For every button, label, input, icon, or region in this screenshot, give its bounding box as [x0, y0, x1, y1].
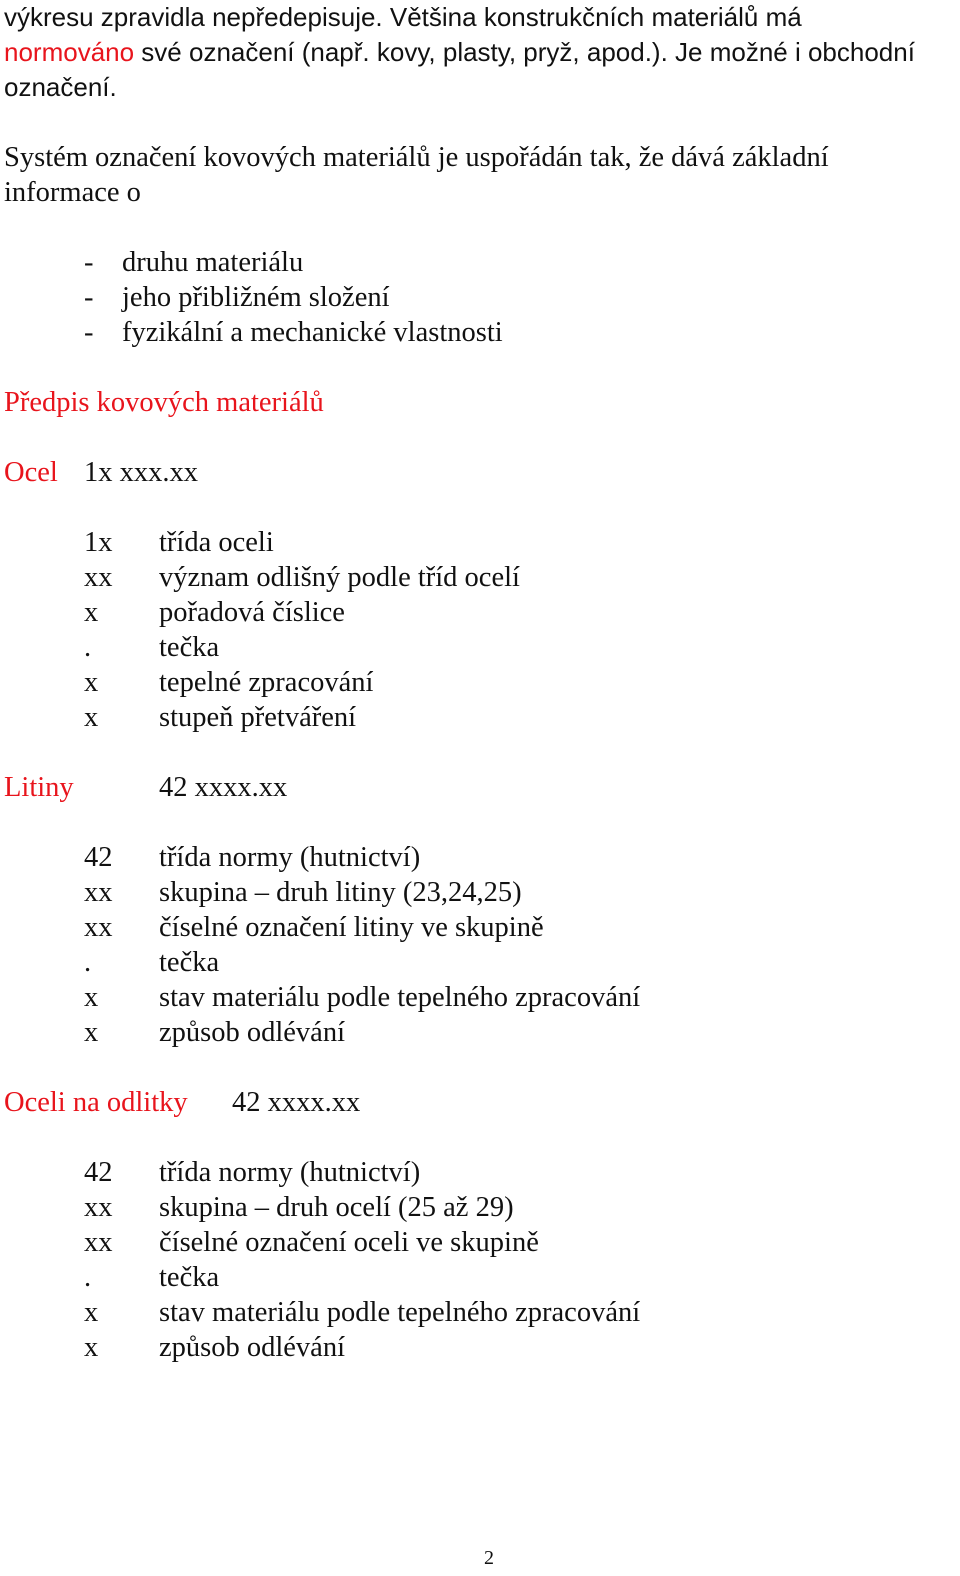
row-code: xx: [84, 1192, 113, 1223]
litiny-label: Litiny: [4, 772, 74, 803]
row-code: .: [84, 1262, 92, 1293]
row-code: .: [84, 947, 92, 978]
row-desc: stav materiálu podle tepelného zpracování: [159, 982, 641, 1013]
intro-line-1: [4, 0, 802, 35]
row-desc: třída oceli: [159, 527, 274, 558]
row-code: x: [84, 1017, 99, 1048]
row-code: .: [84, 632, 92, 663]
row-code: xx: [84, 912, 113, 943]
row-code: x: [84, 1332, 99, 1363]
row-desc: stupeň přetváření: [159, 702, 357, 733]
row-desc: význam odlišný podle tříd ocelí: [159, 562, 520, 593]
ocel-header: [4, 455, 198, 490]
litiny-header: [4, 770, 288, 805]
bullet-dash: -: [84, 247, 94, 278]
bullet-dash: -: [84, 282, 94, 313]
system-line-1: [4, 140, 829, 175]
odlitky-code: 42 xxxx.xx: [232, 1087, 361, 1118]
row-desc: způsob odlévání: [159, 1332, 346, 1363]
system-line-2: [4, 175, 141, 210]
row-desc: tečka: [159, 632, 220, 663]
row-code: xx: [84, 1227, 113, 1258]
row-code: xx: [84, 877, 113, 908]
intro-line-2-text: své označení (např. kovy, plasty, pryž, apod.). Je možné i obchodní: [134, 37, 915, 67]
row-desc: tečka: [159, 1262, 220, 1293]
normovano-term: normováno: [4, 37, 135, 67]
system-line-1-text: Systém označení kovových materiálů je uspořádán tak, že dává základní: [4, 142, 829, 173]
ocel-code: 1x xxx.xx: [84, 457, 198, 488]
row-desc: tepelné zpracování: [159, 667, 374, 698]
row-code: x: [84, 1297, 99, 1328]
ocel-label: Ocel: [4, 457, 58, 488]
page-number: 2: [484, 1547, 494, 1569]
bullet-text: druhu materiálu: [122, 247, 304, 278]
row-desc: skupina – druh ocelí (25 až 29): [159, 1192, 514, 1223]
odlitky-label: Oceli na odlitky: [4, 1087, 188, 1118]
odlitky-header: [4, 1085, 361, 1120]
row-desc: stav materiálu podle tepelného zpracování: [159, 1297, 641, 1328]
row-code: 1x: [84, 527, 113, 558]
bullet-dash: -: [84, 317, 94, 348]
intro-line-3: [4, 70, 117, 105]
litiny-code: 42 xxxx.xx: [159, 772, 288, 803]
intro-line-2: [4, 35, 915, 70]
row-desc: skupina – druh litiny (23,24,25): [159, 877, 522, 908]
bullet-text: fyzikální a mechanické vlastnosti: [122, 317, 503, 348]
intro-line-1-text: výkresu zpravidla nepředepisuje. Většina konstrukčních materiálů má: [4, 2, 802, 32]
row-code: 42: [84, 842, 113, 873]
heading-predpis: Předpis kovových materiálů: [4, 387, 324, 418]
row-desc: třída normy (hutnictví): [159, 1157, 421, 1188]
row-code: 42: [84, 1157, 113, 1188]
row-desc: pořadová číslice: [159, 597, 345, 628]
row-desc: způsob odlévání: [159, 1017, 346, 1048]
row-desc: číselné označení oceli ve skupině: [159, 1227, 539, 1258]
system-line-2-text: informace o: [4, 177, 141, 208]
row-code: x: [84, 982, 99, 1013]
row-code: xx: [84, 562, 113, 593]
row-code: x: [84, 597, 99, 628]
bullet-text: jeho přibližném složení: [122, 282, 390, 313]
row-desc: tečka: [159, 947, 220, 978]
row-code: x: [84, 702, 99, 733]
row-desc: číselné označení litiny ve skupině: [159, 912, 544, 943]
intro-line-3-text: označení.: [4, 72, 117, 102]
row-desc: třída normy (hutnictví): [159, 842, 421, 873]
row-code: x: [84, 667, 99, 698]
